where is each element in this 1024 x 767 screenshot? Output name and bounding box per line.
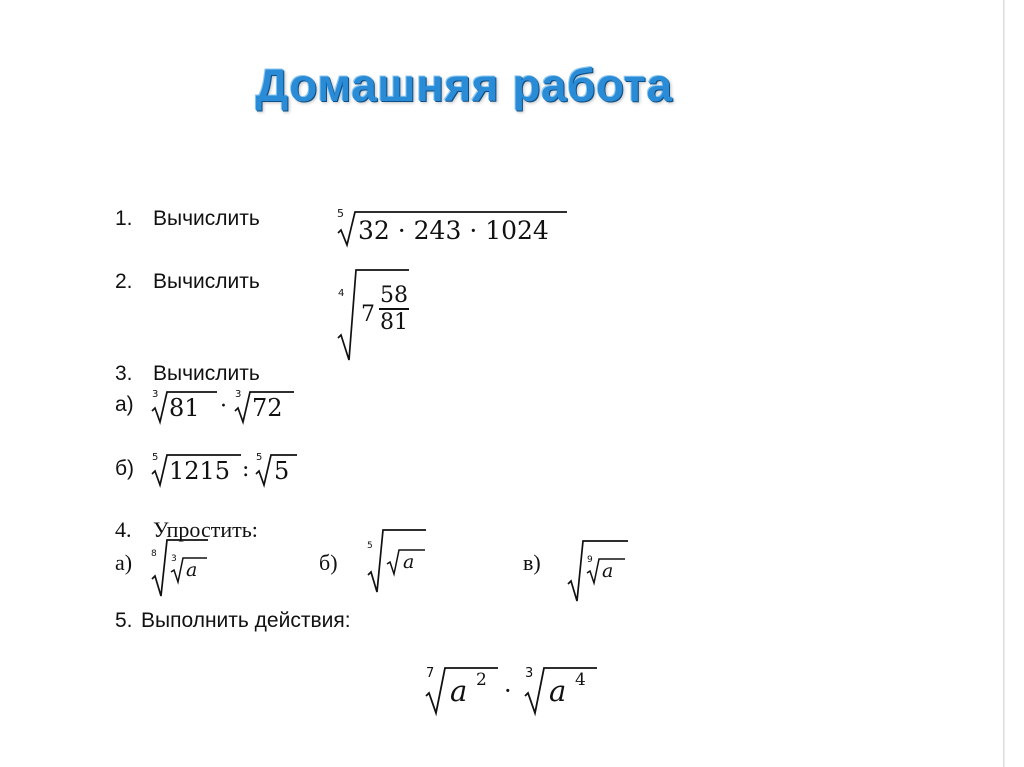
task-5-base-2: a [549, 674, 567, 708]
task-5-radical-2 [523, 664, 599, 716]
slide-edge [1003, 0, 1005, 767]
task-4-number: 4. [115, 517, 132, 542]
task-2-denominator: 81 [380, 309, 408, 335]
task-3a-index-2: 3 [235, 389, 242, 400]
task-1-radical [336, 208, 568, 248]
task-3b-index-2: 5 [256, 452, 263, 463]
task-3b-letter: б) [115, 457, 135, 480]
task-2-radical [336, 266, 411, 364]
task-3a-operator: · [220, 394, 227, 419]
task-5-exp-1: 2 [476, 670, 487, 690]
task-5-number: 5. [115, 609, 133, 632]
task-4c-inner-radical [586, 556, 626, 586]
task-4b-var: a [403, 551, 415, 573]
task-4b-outer-index: 5 [367, 541, 373, 551]
task-1-number: 1. [115, 207, 133, 230]
task-4a-letter: а) [115, 550, 133, 575]
task-3a-letter: а) [115, 393, 134, 416]
task-2-number: 2. [115, 270, 133, 293]
task-4a-outer-radical [150, 537, 210, 599]
task-3b-index-1: 5 [152, 452, 159, 463]
task-4a-inner-index: 3 [171, 554, 177, 564]
task-5-label: Выполнить действия: [141, 609, 351, 632]
task-4b-letter: б) [319, 550, 338, 575]
task-3a-index-1: 3 [152, 389, 159, 400]
task-5-operator: · [504, 677, 512, 705]
task-3a-radicand-2: 72 [252, 394, 283, 422]
task-3b-radical-2 [254, 452, 300, 488]
task-3a-radical-1 [150, 389, 220, 425]
task-4c-letter: в) [523, 550, 541, 575]
task-3b-radicand-1: 1215 [169, 457, 231, 485]
task-2-numerator: 58 [380, 283, 408, 308]
task-3-number: 3. [115, 362, 133, 385]
task-5-base-1: a [450, 674, 468, 708]
task-3-label: Вычислить [153, 362, 260, 385]
task-4a-var: a [186, 559, 198, 581]
page-title: Домашняя работа [255, 59, 673, 111]
task-4b-inner-radical [386, 547, 426, 577]
task-3a-radicand-1: 81 [169, 394, 200, 422]
task-4c-var: a [602, 560, 614, 582]
task-3b-radical-1 [150, 452, 244, 488]
task-4b-outer-radical [366, 527, 428, 595]
task-4c-outer-radical [566, 538, 630, 604]
task-4a-inner-radical [170, 555, 208, 585]
task-1-index: 5 [337, 207, 344, 220]
task-4a-outer-index: 8 [151, 549, 157, 559]
task-3b-radicand-2: 5 [274, 457, 290, 485]
task-4-label: Упростить: [153, 517, 258, 542]
task-5-exp-2: 4 [575, 670, 586, 690]
task-5-index-1: 7 [426, 666, 435, 681]
task-1-radicand: 32 · 243 · 1024 [358, 216, 549, 245]
task-5-radical-1 [424, 664, 500, 716]
task-2-index: 4 [338, 288, 345, 299]
task-2-label: Вычислить [153, 270, 260, 293]
task-1-label: Вычислить [153, 207, 260, 230]
task-4c-inner-index: 9 [587, 555, 593, 565]
task-2-fraction [379, 283, 409, 335]
task-5-index-2: 3 [525, 666, 534, 681]
task-3a-radical-2 [233, 389, 297, 425]
task-2-whole: 7 [361, 302, 375, 327]
task-3b-operator: : [242, 457, 250, 482]
